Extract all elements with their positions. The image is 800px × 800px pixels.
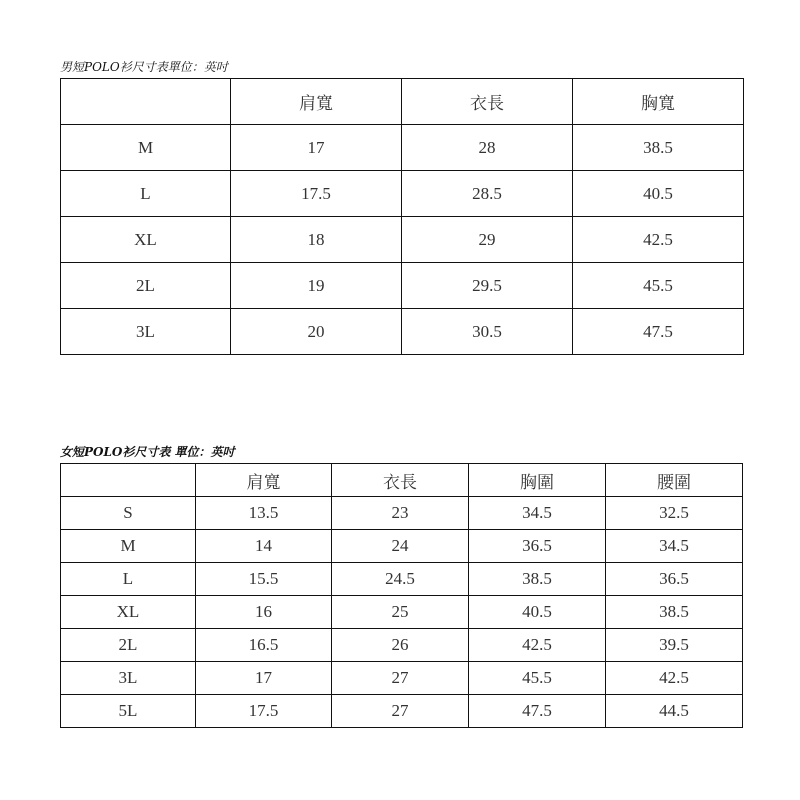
header-cell-length: 衣長 [332, 464, 469, 497]
shoulder-cell: 17 [231, 125, 402, 171]
table-row [61, 497, 743, 530]
shoulder-cell: 17.5 [231, 171, 402, 217]
chest-cell: 38.5 [573, 125, 744, 171]
women-size-table [60, 463, 743, 728]
table-row [61, 263, 744, 309]
chest-cell: 34.5 [469, 497, 606, 530]
waist-cell: 32.5 [606, 497, 743, 530]
shoulder-cell: 18 [231, 217, 402, 263]
table-row [61, 171, 744, 217]
chest-cell: 42.5 [469, 629, 606, 662]
size-cell: XL [61, 596, 196, 629]
table-row [61, 563, 743, 596]
size-cell: 2L [61, 263, 231, 309]
chest-cell: 38.5 [469, 563, 606, 596]
size-cell: 3L [61, 309, 231, 355]
length-cell: 30.5 [402, 309, 573, 355]
header-cell-shoulder-width: 肩寬 [196, 464, 332, 497]
shoulder-cell: 20 [231, 309, 402, 355]
size-cell: 2L [61, 629, 196, 662]
men-size-table-caption: 男短POLO衫尺寸表單位：英吋 [60, 60, 228, 74]
shoulder-cell: 17.5 [196, 695, 332, 728]
chest-cell: 40.5 [469, 596, 606, 629]
header-cell-waist: 腰圍 [606, 464, 743, 497]
length-cell: 24.5 [332, 563, 469, 596]
waist-cell: 39.5 [606, 629, 743, 662]
header-cell-chest-width: 胸寬 [573, 79, 744, 125]
table-header-row [61, 79, 744, 125]
length-cell: 27 [332, 662, 469, 695]
chest-cell: 45.5 [469, 662, 606, 695]
chest-cell: 47.5 [469, 695, 606, 728]
length-cell: 24 [332, 530, 469, 563]
shoulder-cell: 16 [196, 596, 332, 629]
shoulder-cell: 13.5 [196, 497, 332, 530]
chest-cell: 42.5 [573, 217, 744, 263]
length-cell: 23 [332, 497, 469, 530]
length-cell: 28 [402, 125, 573, 171]
size-cell: M [61, 530, 196, 563]
header-cell-empty [61, 79, 231, 125]
size-cell: 5L [61, 695, 196, 728]
table-row [61, 662, 743, 695]
shoulder-cell: 15.5 [196, 563, 332, 596]
table-row [61, 309, 744, 355]
table-row [61, 695, 743, 728]
shoulder-cell: 14 [196, 530, 332, 563]
men-size-table [60, 78, 744, 355]
size-cell: S [61, 497, 196, 530]
shoulder-cell: 19 [231, 263, 402, 309]
table-header-row [61, 464, 743, 497]
header-cell-chest: 胸圍 [469, 464, 606, 497]
table-row [61, 530, 743, 563]
length-cell: 26 [332, 629, 469, 662]
shoulder-cell: 17 [196, 662, 332, 695]
waist-cell: 36.5 [606, 563, 743, 596]
table-row [61, 629, 743, 662]
waist-cell: 42.5 [606, 662, 743, 695]
header-cell-length: 衣長 [402, 79, 573, 125]
waist-cell: 34.5 [606, 530, 743, 563]
table-row [61, 596, 743, 629]
waist-cell: 44.5 [606, 695, 743, 728]
length-cell: 29.5 [402, 263, 573, 309]
size-cell: L [61, 563, 196, 596]
header-cell-empty [61, 464, 196, 497]
size-cell: 3L [61, 662, 196, 695]
length-cell: 25 [332, 596, 469, 629]
chest-cell: 40.5 [573, 171, 744, 217]
header-cell-shoulder-width: 肩寬 [231, 79, 402, 125]
length-cell: 29 [402, 217, 573, 263]
table-row [61, 217, 744, 263]
size-cell: XL [61, 217, 231, 263]
size-cell: L [61, 171, 231, 217]
length-cell: 28.5 [402, 171, 573, 217]
table-row [61, 125, 744, 171]
size-cell: M [61, 125, 231, 171]
chest-cell: 45.5 [573, 263, 744, 309]
shoulder-cell: 16.5 [196, 629, 332, 662]
waist-cell: 38.5 [606, 596, 743, 629]
chest-cell: 47.5 [573, 309, 744, 355]
length-cell: 27 [332, 695, 469, 728]
chest-cell: 36.5 [469, 530, 606, 563]
women-size-table-caption: 女短POLO衫尺寸表 單位：英吋 [60, 445, 235, 459]
